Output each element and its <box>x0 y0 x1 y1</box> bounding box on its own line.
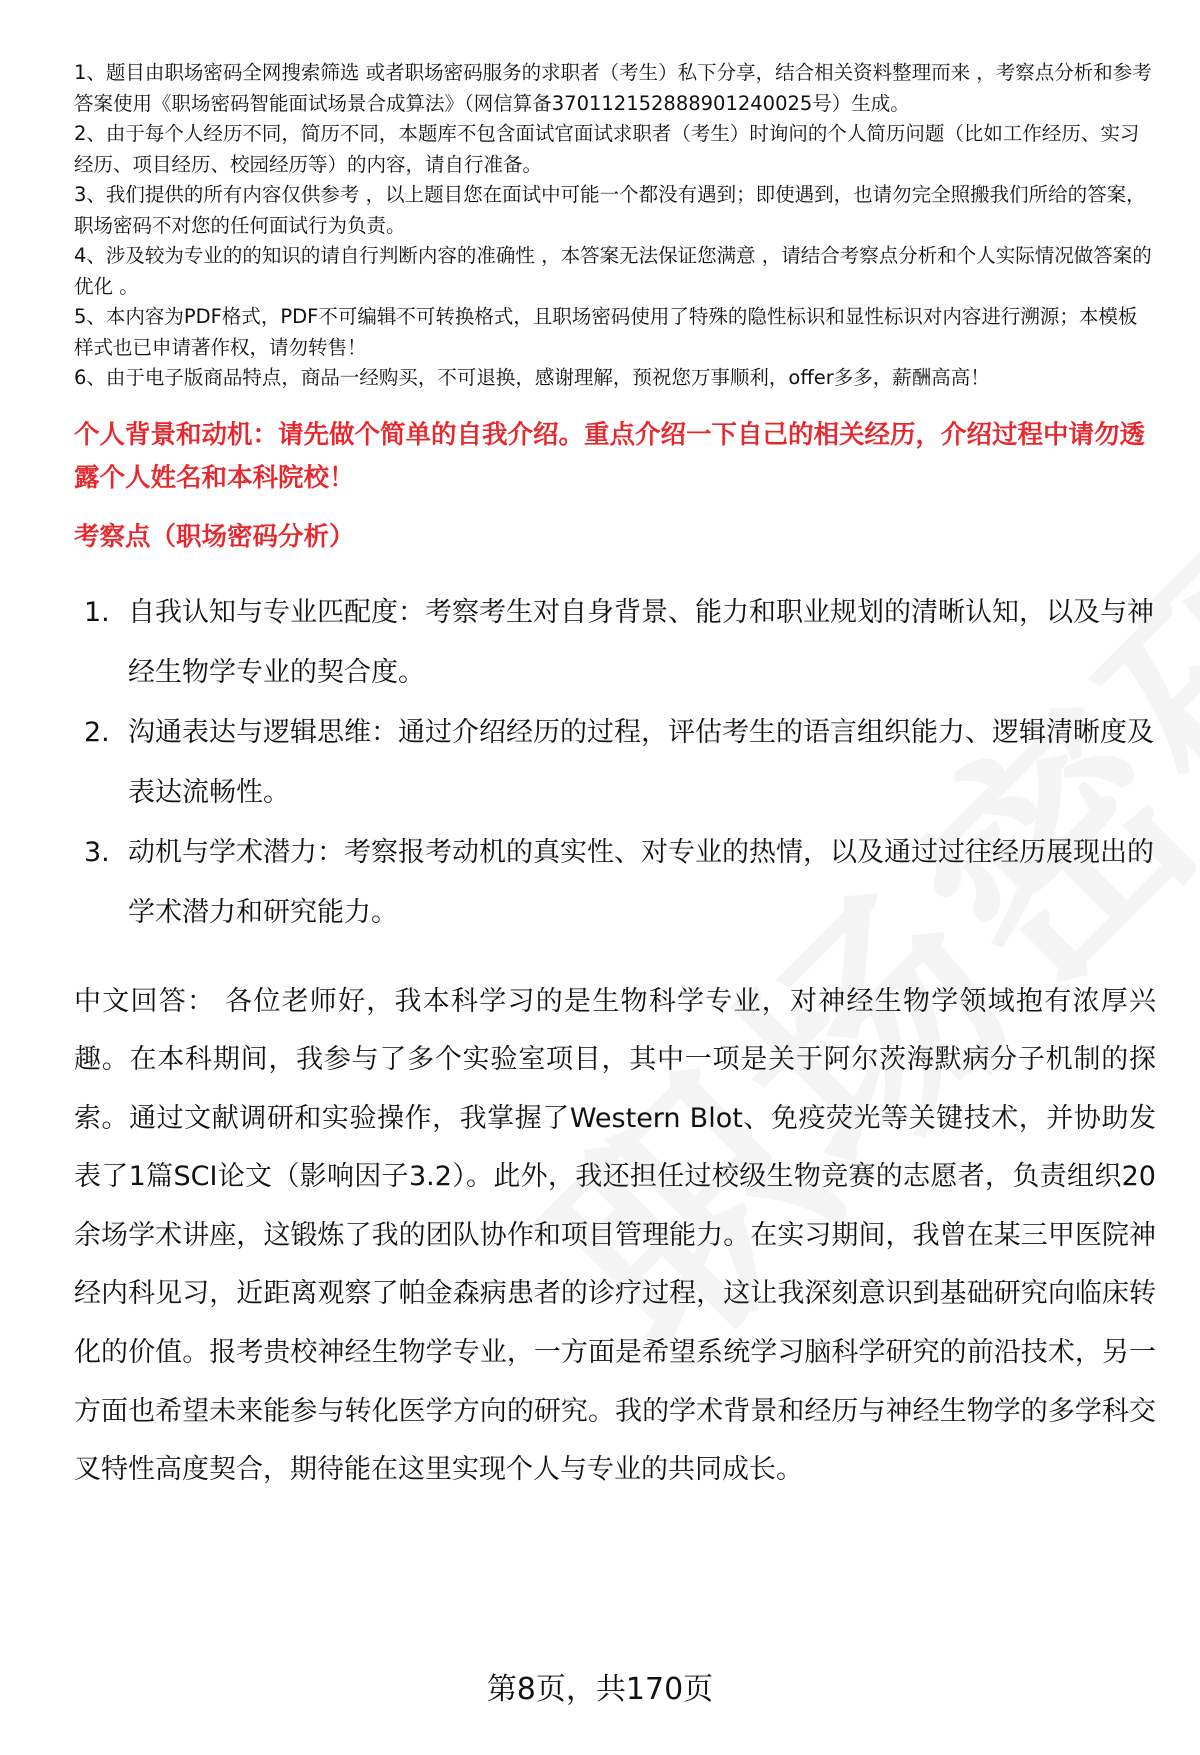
disclaimer-note: 2、由于每个人经历不同，简历不同，本题库不包含面试官面试求职者（考生）时询问的个人简历问题（比如工作经历、实习经历、项目经历、校园经历等）的内容，请自行准备。 <box>74 122 1140 176</box>
disclaimer-note: 1、题目由职场密码全网搜索筛选 或者职场密码服务的求职者（考生）私下分享，结合相关资料整理而来 ，考察点分析和参考答案使用《职场密码智能面试场景合成算法》（网信算备370112152888901240025号）生成。 <box>74 61 1152 115</box>
point-number: 2. <box>84 716 110 748</box>
disclaimer-note: 5、本内容为PDF格式，PDF不可编辑不可转换格式，且职场密码使用了特殊的隐性标识和显性标识对内容进行溯源；本模板样式也已申请著作权，请勿转售！ <box>74 305 1138 359</box>
point-text: 动机与学术潜力：考察报考动机的真实性、对专业的热情，以及通过过往经历展现出的学术潜力和研究能力。 <box>128 836 1154 928</box>
disclaimer-note: 3、我们提供的所有内容仅供参考 ，以上题目您在面试中可能一个都没有遇到；即使遇到，也请勿完全照搬我们所给的答案，职场密码不对您的任何面试行为负责。 <box>74 183 1146 237</box>
disclaimer-note: 6、由于电子版商品特点，商品一经购买，不可退换，感谢理解，预祝您万事顺利，offer多多，薪酬高高！ <box>74 366 990 389</box>
analysis-points <box>74 583 1156 943</box>
disclaimer-note: 4、涉及较为专业的的知识的请自行判断内容的准确性 ，本答案无法保证您满意 ，请结合考察点分析和个人实际情况做答案的优化 。 <box>74 244 1152 298</box>
analysis-point <box>74 703 1156 823</box>
page-number: 第8页，共170页 <box>486 1672 714 1707</box>
page-content <box>74 58 1156 1500</box>
point-number: 3. <box>84 836 110 868</box>
point-number: 1. <box>84 596 110 628</box>
point-text: 沟通表达与逻辑思维：通过介绍经历的过程，评估考生的语言组织能力、逻辑清晰度及表达流畅性。 <box>128 716 1154 808</box>
analysis-point <box>74 823 1156 943</box>
answer-text: 中文回答： 各位老师好，我本科学习的是生物科学专业，对神经生物学领域抱有浓厚兴趣。在本科期间，我参与了多个实验室项目，其中一项是关于阿尔茨海默病分子机制的探索。通过文献调研和实验操作，我掌握了Western Blot、免疫荧光等关键技术，并协助发表了1篇SCI论文（影响因子3.2）。此外，我还担任过校级生物竞赛的志愿者，负责组织20余场学术讲座，这锻炼了我的团队协作和项目管理能力。在实习期间，我曾在某三甲医院神经内科见习，近距离观察了帕金森病患者的诊疗过程，这让我深刻意识到基础研究向临床转化的价值。报考贵校神经生物学专业，一方面是希望系统学习脑科学研究的前沿技术，另一方面也希望未来能参与转化医学方向的研究。我的学术背景和经历与神经生物学的多学科交叉特性高度契合，期待能在这里实现个人与专业的共同成长。 <box>74 985 1156 1486</box>
analysis-point <box>74 583 1156 703</box>
point-text: 自我认知与专业匹配度：考察考生对自身背景、能力和职业规划的清晰认知，以及与神经生物学专业的契合度。 <box>128 596 1154 688</box>
disclaimer-notes <box>74 58 1156 394</box>
analysis-title: 考察点（职场密码分析） <box>74 521 355 552</box>
question-title: 个人背景和动机：请先做个简单的自我介绍。重点介绍一下自己的相关经历，介绍过程中请勿透露个人姓名和本科院校！ <box>74 419 1146 493</box>
